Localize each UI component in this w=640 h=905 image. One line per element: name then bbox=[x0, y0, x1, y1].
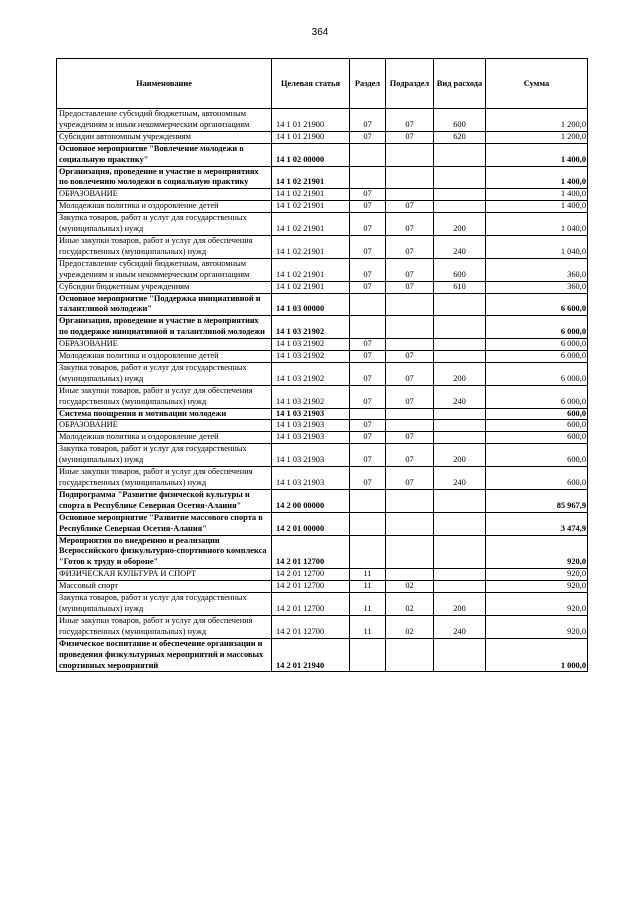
cell-expense-type bbox=[434, 489, 486, 512]
table-row bbox=[57, 201, 588, 213]
cell-expense-type: 240 bbox=[434, 615, 486, 638]
cell-expense-type bbox=[434, 201, 486, 213]
cell-name: Иные закупки товаров, работ и услуг для обеспечения государственных (муниципальных) нужд bbox=[57, 385, 272, 408]
cell-amount: 85 967,9 bbox=[486, 489, 588, 512]
cell-amount: 920,0 bbox=[486, 581, 588, 593]
table-row bbox=[57, 512, 588, 535]
table-row bbox=[57, 293, 588, 316]
cell-subsection bbox=[386, 166, 434, 189]
cell-expense-type: 240 bbox=[434, 235, 486, 258]
cell-section bbox=[350, 512, 386, 535]
cell-name: Закупка товаров, работ и услуг для государственных (муниципальных) нужд bbox=[57, 362, 272, 385]
cell-subsection: 07 bbox=[386, 432, 434, 444]
cell-expense-type: 240 bbox=[434, 467, 486, 490]
table-row bbox=[57, 351, 588, 363]
cell-target-article: 14 1 02 21901 bbox=[272, 281, 350, 293]
cell-expense-type bbox=[434, 339, 486, 351]
cell-section: 11 bbox=[350, 569, 386, 581]
cell-subsection: 07 bbox=[386, 444, 434, 467]
cell-expense-type bbox=[434, 420, 486, 432]
cell-expense-type: 600 bbox=[434, 258, 486, 281]
cell-subsection: 07 bbox=[386, 109, 434, 132]
cell-target-article: 14 1 02 00000 bbox=[272, 143, 350, 166]
cell-name: Молодежная политика и оздоровление детей bbox=[57, 351, 272, 363]
table-row bbox=[57, 143, 588, 166]
cell-target-article: 14 1 03 21902 bbox=[272, 385, 350, 408]
cell-section: 07 bbox=[350, 351, 386, 363]
cell-expense-type bbox=[434, 351, 486, 363]
cell-name: Молодежная политика и оздоровление детей bbox=[57, 432, 272, 444]
table-row bbox=[57, 535, 588, 569]
cell-expense-type: 600 bbox=[434, 109, 486, 132]
cell-subsection bbox=[386, 638, 434, 672]
table-row bbox=[57, 569, 588, 581]
cell-section: 07 bbox=[350, 189, 386, 201]
cell-target-article: 14 1 01 21900 bbox=[272, 109, 350, 132]
cell-name: Мероприятия по внедрению и реализации Всероссийского физкультурно-спортивного комплекса "Готов к труду и обороне" bbox=[57, 535, 272, 569]
cell-amount: 6 600,0 bbox=[486, 293, 588, 316]
cell-section: 07 bbox=[350, 362, 386, 385]
cell-target-article: 14 1 02 21901 bbox=[272, 189, 350, 201]
column-header-subsection: Подраздел bbox=[386, 59, 434, 109]
cell-amount: 6 000,0 bbox=[486, 385, 588, 408]
table-row bbox=[57, 339, 588, 351]
cell-expense-type bbox=[434, 293, 486, 316]
cell-subsection: 07 bbox=[386, 131, 434, 143]
table-header-row bbox=[57, 59, 588, 109]
cell-section: 11 bbox=[350, 581, 386, 593]
cell-subsection bbox=[386, 293, 434, 316]
cell-expense-type bbox=[434, 638, 486, 672]
cell-target-article: 14 1 02 21901 bbox=[272, 213, 350, 236]
cell-expense-type bbox=[434, 143, 486, 166]
cell-expense-type: 200 bbox=[434, 362, 486, 385]
table-row bbox=[57, 316, 588, 339]
cell-subsection bbox=[386, 408, 434, 420]
cell-subsection: 07 bbox=[386, 281, 434, 293]
cell-expense-type bbox=[434, 166, 486, 189]
cell-target-article: 14 1 03 21903 bbox=[272, 467, 350, 490]
cell-subsection: 07 bbox=[386, 201, 434, 213]
cell-name: Иные закупки товаров, работ и услуг для обеспечения государственных (муниципальных) нужд bbox=[57, 467, 272, 490]
cell-target-article: 14 1 03 21903 bbox=[272, 432, 350, 444]
cell-amount: 1 400,0 bbox=[486, 189, 588, 201]
cell-amount: 1 040,0 bbox=[486, 235, 588, 258]
cell-amount: 360,0 bbox=[486, 258, 588, 281]
cell-subsection: 02 bbox=[386, 615, 434, 638]
cell-target-article: 14 2 01 21940 bbox=[272, 638, 350, 672]
cell-subsection bbox=[386, 489, 434, 512]
cell-amount: 600,0 bbox=[486, 444, 588, 467]
cell-target-article: 14 2 01 12700 bbox=[272, 581, 350, 593]
table-row bbox=[57, 109, 588, 132]
cell-amount: 6 000,0 bbox=[486, 339, 588, 351]
cell-expense-type: 240 bbox=[434, 385, 486, 408]
cell-target-article: 14 2 01 12700 bbox=[272, 535, 350, 569]
table-body bbox=[57, 109, 588, 672]
cell-target-article: 14 2 00 00000 bbox=[272, 489, 350, 512]
cell-expense-type bbox=[434, 316, 486, 339]
cell-name: Иные закупки товаров, работ и услуг для обеспечения государственных (муниципальных) нужд bbox=[57, 615, 272, 638]
cell-target-article: 14 1 01 21900 bbox=[272, 131, 350, 143]
cell-expense-type bbox=[434, 569, 486, 581]
cell-name: Физическое воспитание и обеспечение организации и проведения физкультурных мероприятий и массовых спортивных мероприятий bbox=[57, 638, 272, 672]
cell-target-article: 14 1 03 21903 bbox=[272, 408, 350, 420]
cell-subsection: 07 bbox=[386, 362, 434, 385]
cell-subsection bbox=[386, 569, 434, 581]
cell-section: 07 bbox=[350, 420, 386, 432]
cell-amount: 1 400,0 bbox=[486, 201, 588, 213]
cell-name: Закупка товаров, работ и услуг для государственных (муниципальных) нужд bbox=[57, 593, 272, 616]
cell-section bbox=[350, 408, 386, 420]
table-row bbox=[57, 189, 588, 201]
table-row bbox=[57, 166, 588, 189]
cell-expense-type bbox=[434, 535, 486, 569]
cell-target-article: 14 1 02 21901 bbox=[272, 258, 350, 281]
table-row bbox=[57, 235, 588, 258]
table-row bbox=[57, 131, 588, 143]
cell-name: Предоставление субсидий бюджетным, автономным учреждениям и иным некоммерческим организациям bbox=[57, 109, 272, 132]
cell-name: Основное мероприятие "Развитие массового спорта в Республике Северная Осетия-Алания" bbox=[57, 512, 272, 535]
table-row bbox=[57, 408, 588, 420]
cell-section bbox=[350, 489, 386, 512]
cell-section: 11 bbox=[350, 593, 386, 616]
cell-target-article: 14 2 01 12700 bbox=[272, 615, 350, 638]
cell-target-article: 14 1 03 21903 bbox=[272, 420, 350, 432]
cell-amount: 1 400,0 bbox=[486, 166, 588, 189]
cell-section: 07 bbox=[350, 235, 386, 258]
cell-amount: 600,0 bbox=[486, 432, 588, 444]
cell-name: Предоставление субсидий бюджетным, автономным учреждениям и иным некоммерческим организациям bbox=[57, 258, 272, 281]
cell-subsection: 07 bbox=[386, 467, 434, 490]
cell-amount: 360,0 bbox=[486, 281, 588, 293]
cell-name: Закупка товаров, работ и услуг для государственных (муниципальных) нужд bbox=[57, 213, 272, 236]
table-row bbox=[57, 615, 588, 638]
cell-expense-type: 200 bbox=[434, 444, 486, 467]
cell-subsection bbox=[386, 512, 434, 535]
cell-section: 07 bbox=[350, 213, 386, 236]
cell-section: 11 bbox=[350, 615, 386, 638]
cell-amount: 920,0 bbox=[486, 569, 588, 581]
cell-section: 07 bbox=[350, 339, 386, 351]
cell-expense-type bbox=[434, 408, 486, 420]
cell-subsection: 02 bbox=[386, 593, 434, 616]
cell-name: Субсидии автономным учреждениям bbox=[57, 131, 272, 143]
cell-section: 07 bbox=[350, 444, 386, 467]
cell-target-article: 14 1 03 21902 bbox=[272, 316, 350, 339]
cell-subsection bbox=[386, 420, 434, 432]
budget-table bbox=[56, 58, 588, 672]
column-header-amount: Сумма bbox=[486, 59, 588, 109]
cell-name: ФИЗИЧЕСКАЯ КУЛЬТУРА И СПОРТ bbox=[57, 569, 272, 581]
cell-amount: 1 040,0 bbox=[486, 213, 588, 236]
cell-section bbox=[350, 638, 386, 672]
cell-target-article: 14 1 02 21901 bbox=[272, 166, 350, 189]
cell-amount: 6 000,0 bbox=[486, 362, 588, 385]
table-row bbox=[57, 281, 588, 293]
cell-amount: 600,0 bbox=[486, 467, 588, 490]
cell-name: Организация, проведение и участие в мероприятиях по поддержке инициативной и талантливой молодежи bbox=[57, 316, 272, 339]
cell-name: Субсидии бюджетным учреждениям bbox=[57, 281, 272, 293]
cell-name: Организация, проведение и участие в мероприятиях по вовлечению молодежи в социальную практику bbox=[57, 166, 272, 189]
page-number: 364 bbox=[311, 27, 329, 38]
cell-amount: 6 000,0 bbox=[486, 351, 588, 363]
cell-name: Иные закупки товаров, работ и услуг для обеспечения государственных (муниципальных) нужд bbox=[57, 235, 272, 258]
cell-target-article: 14 1 02 21901 bbox=[272, 201, 350, 213]
cell-name: Подпрограмма "Развитие физической культуры и спорта в Республике Северная Осетия-Алания" bbox=[57, 489, 272, 512]
cell-target-article: 14 1 03 21902 bbox=[272, 362, 350, 385]
table-row bbox=[57, 385, 588, 408]
cell-amount: 3 474,9 bbox=[486, 512, 588, 535]
cell-section bbox=[350, 535, 386, 569]
cell-subsection: 07 bbox=[386, 213, 434, 236]
cell-subsection bbox=[386, 189, 434, 201]
cell-name: Массовый спорт bbox=[57, 581, 272, 593]
cell-target-article: 14 1 03 21903 bbox=[272, 444, 350, 467]
table-row bbox=[57, 489, 588, 512]
cell-expense-type bbox=[434, 432, 486, 444]
cell-subsection bbox=[386, 143, 434, 166]
cell-amount: 1 200,0 bbox=[486, 131, 588, 143]
column-header-target-article: Целевая статья bbox=[272, 59, 350, 109]
column-header-name: Наименование bbox=[57, 59, 272, 109]
cell-subsection bbox=[386, 535, 434, 569]
column-header-section: Раздел bbox=[350, 59, 386, 109]
cell-amount: 1 200,0 bbox=[486, 109, 588, 132]
cell-amount: 6 000,0 bbox=[486, 316, 588, 339]
cell-section: 07 bbox=[350, 201, 386, 213]
cell-expense-type: 200 bbox=[434, 593, 486, 616]
cell-expense-type: 610 bbox=[434, 281, 486, 293]
cell-section: 07 bbox=[350, 281, 386, 293]
cell-name: ОБРАЗОВАНИЕ bbox=[57, 339, 272, 351]
cell-subsection: 07 bbox=[386, 258, 434, 281]
cell-name: Молодежная политика и оздоровление детей bbox=[57, 201, 272, 213]
cell-section: 07 bbox=[350, 131, 386, 143]
cell-amount: 920,0 bbox=[486, 535, 588, 569]
cell-subsection bbox=[386, 316, 434, 339]
table-row bbox=[57, 362, 588, 385]
cell-subsection: 07 bbox=[386, 235, 434, 258]
cell-target-article: 14 1 03 21902 bbox=[272, 339, 350, 351]
cell-name: Основное мероприятие "Поддержка инициативной и талантливой молодежи" bbox=[57, 293, 272, 316]
cell-expense-type: 620 bbox=[434, 131, 486, 143]
cell-section bbox=[350, 293, 386, 316]
cell-amount: 600,0 bbox=[486, 420, 588, 432]
cell-subsection: 07 bbox=[386, 385, 434, 408]
table-row bbox=[57, 581, 588, 593]
table-row bbox=[57, 213, 588, 236]
cell-subsection: 02 bbox=[386, 581, 434, 593]
table-row bbox=[57, 258, 588, 281]
cell-section bbox=[350, 316, 386, 339]
table-row bbox=[57, 432, 588, 444]
cell-subsection: 07 bbox=[386, 351, 434, 363]
cell-name: Система поощрения и мотивации молодежи bbox=[57, 408, 272, 420]
cell-subsection bbox=[386, 339, 434, 351]
cell-section: 07 bbox=[350, 258, 386, 281]
cell-amount: 1 400,0 bbox=[486, 143, 588, 166]
cell-expense-type bbox=[434, 581, 486, 593]
cell-amount: 920,0 bbox=[486, 615, 588, 638]
cell-expense-type: 200 bbox=[434, 213, 486, 236]
cell-section bbox=[350, 166, 386, 189]
cell-target-article: 14 2 01 12700 bbox=[272, 593, 350, 616]
table-row bbox=[57, 467, 588, 490]
cell-expense-type bbox=[434, 189, 486, 201]
cell-amount: 1 000,0 bbox=[486, 638, 588, 672]
table-row bbox=[57, 638, 588, 672]
table-row bbox=[57, 593, 588, 616]
cell-target-article: 14 2 01 12700 bbox=[272, 569, 350, 581]
cell-section: 07 bbox=[350, 385, 386, 408]
column-header-expense-type: Вид расхода bbox=[434, 59, 486, 109]
cell-target-article: 14 1 03 21902 bbox=[272, 351, 350, 363]
table-row bbox=[57, 444, 588, 467]
cell-amount: 920,0 bbox=[486, 593, 588, 616]
cell-section: 07 bbox=[350, 467, 386, 490]
cell-expense-type bbox=[434, 512, 486, 535]
cell-section: 07 bbox=[350, 432, 386, 444]
cell-target-article: 14 2 01 00000 bbox=[272, 512, 350, 535]
table-row bbox=[57, 420, 588, 432]
cell-name: ОБРАЗОВАНИЕ bbox=[57, 420, 272, 432]
cell-name: ОБРАЗОВАНИЕ bbox=[57, 189, 272, 201]
cell-section: 07 bbox=[350, 109, 386, 132]
cell-target-article: 14 1 02 21901 bbox=[272, 235, 350, 258]
cell-section bbox=[350, 143, 386, 166]
cell-amount: 600,0 bbox=[486, 408, 588, 420]
cell-name: Закупка товаров, работ и услуг для государственных (муниципальных) нужд bbox=[57, 444, 272, 467]
cell-target-article: 14 1 03 00000 bbox=[272, 293, 350, 316]
cell-name: Основное мероприятие "Вовлечение молодежи в социальную практику" bbox=[57, 143, 272, 166]
